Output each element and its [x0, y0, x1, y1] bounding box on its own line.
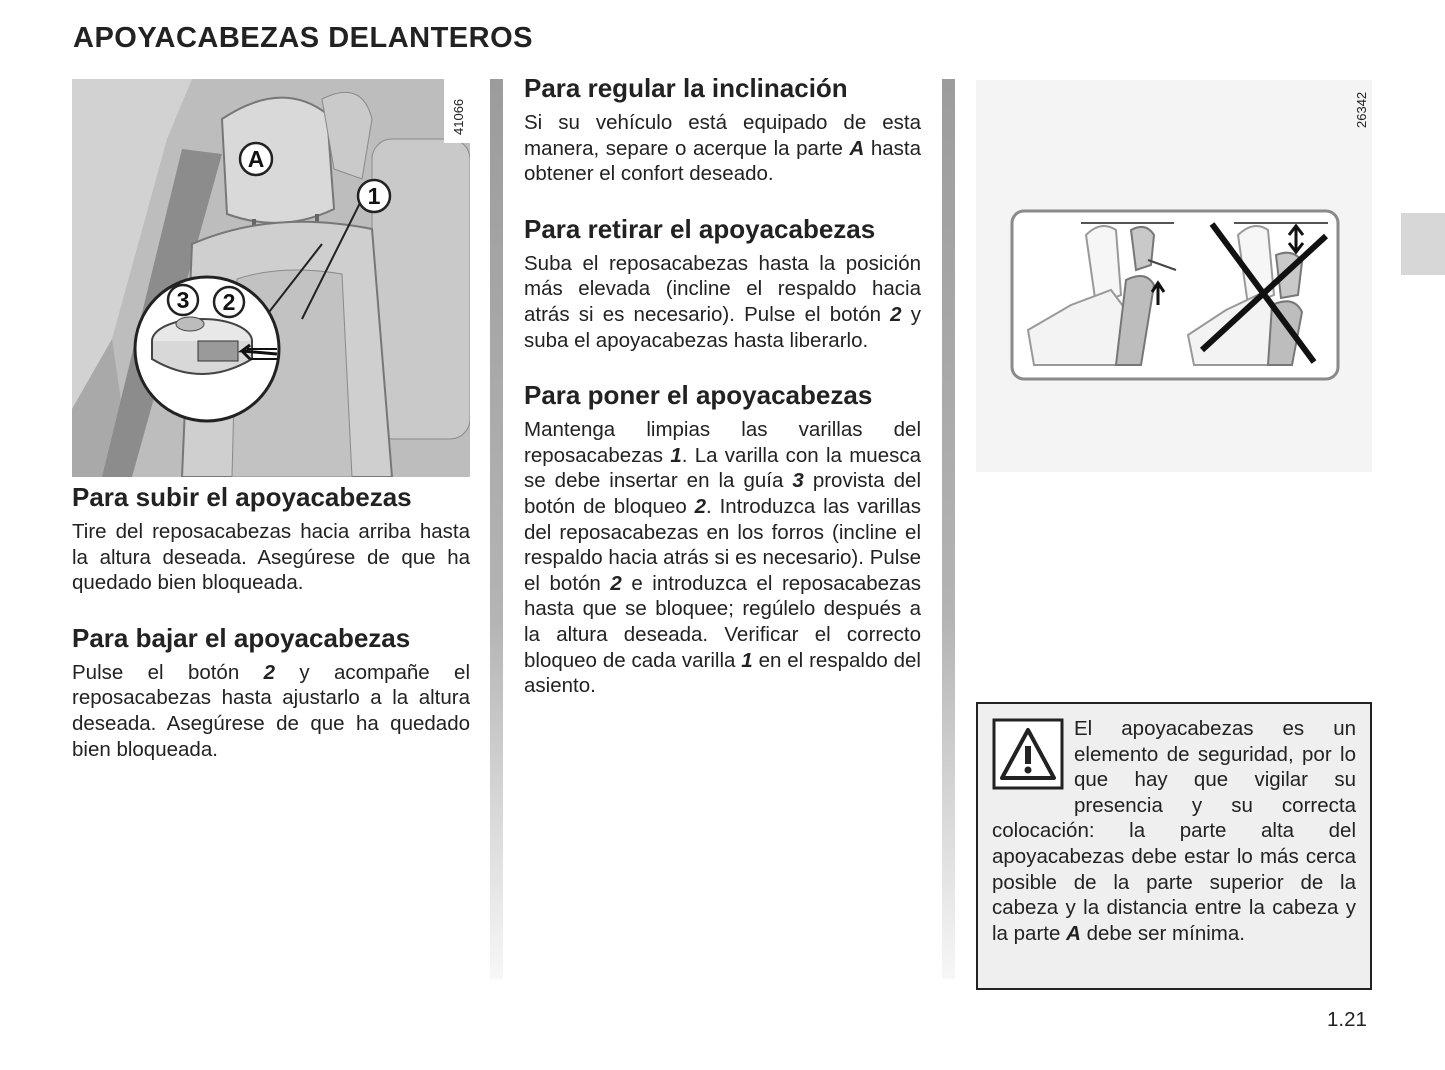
- column-right: [976, 80, 1372, 472]
- ref-button-2: 2: [263, 660, 275, 684]
- headrest-seat-illustration: [72, 79, 470, 477]
- section-text: Mantenga limpias las varillas del reposacabezas 1. La varilla con la muesca se debe insertar en la guía 3 provista del botón de bloqueo 2. Introduzca las varillas del reposacabezas en los forros (incline el respaldo hacia atrás si es necesario). Pulse el botón 2 e introduzca el reposacabezas hasta que se bloquee; regúlelo después a la altura deseada. Verificar el correcto bloqueo de cada varilla 1 en el respaldo del asiento.: [524, 418, 921, 698]
- warning-text: El apoyacabezas es un elemento de seguridad, por lo que hay que vigilar su presencia y su correcta colocación: la parte alta del apoyacabezas debe estar lo más cerca posible de la parte superior de la cabeza y la distancia entre la cabeza y la parte A debe ser mínima.: [992, 717, 1356, 945]
- section-text: Si su vehículo está equipado de esta manera, separe o acerque la parte A hasta obtener el confort deseado.: [524, 111, 921, 186]
- section-bajar: [72, 622, 470, 762]
- ref-button-2: 2: [890, 302, 902, 326]
- ref-part-a: A: [849, 136, 865, 160]
- section-text: Tire del reposacabezas hacia arriba hasta la altura deseada. Asegúrese de que ha quedado bien bloqueada.: [72, 520, 470, 595]
- column-separator: [942, 79, 955, 979]
- column-separator: [490, 79, 503, 979]
- section-heading: Para regular la inclinación: [524, 73, 848, 103]
- section-heading: Para retirar el apoyacabezas: [524, 213, 876, 244]
- section-retirar: [524, 213, 921, 353]
- headrest-position-illustration: [976, 80, 1372, 472]
- figure-code: 41066: [451, 98, 466, 135]
- section-text: Suba el reposacabezas hasta la posición más elevada (incline el respaldo hacia atrás si es necesario). Pulse el botón 2 y suba el apoyacabezas hasta liberarlo.: [524, 251, 921, 352]
- page-number: 1.21: [1327, 1008, 1367, 1031]
- section-text: Pulse el botón 2 y acompañe el reposacabezas hasta ajustarlo a la altura deseada. Asegúrese de que ha quedado bien bloqueada.: [72, 660, 470, 761]
- callout-2-label: 2: [222, 289, 236, 315]
- warning-triangle-icon: [992, 718, 1064, 790]
- section-inclinacion: [524, 72, 921, 187]
- warning-box: [976, 702, 1372, 990]
- section-heading: Para poner el apoyacabezas: [524, 380, 873, 411]
- ref-part-a: A: [1066, 921, 1081, 945]
- callout-3-label: 3: [176, 287, 190, 313]
- section-heading: Para subir el apoyacabezas: [72, 482, 412, 512]
- callout-1-label: 1: [367, 183, 381, 209]
- section-poner: [524, 379, 921, 699]
- column-left: [72, 79, 470, 788]
- figure-code: 26342: [1354, 91, 1369, 128]
- section-subir: [72, 481, 470, 596]
- page-title: APOYACABEZAS DELANTEROS: [73, 22, 533, 54]
- column-middle: [524, 72, 921, 725]
- chapter-tab-marker: [1401, 213, 1445, 275]
- callout-a-label: A: [247, 146, 265, 172]
- section-heading: Para bajar el apoyacabezas: [72, 622, 411, 653]
